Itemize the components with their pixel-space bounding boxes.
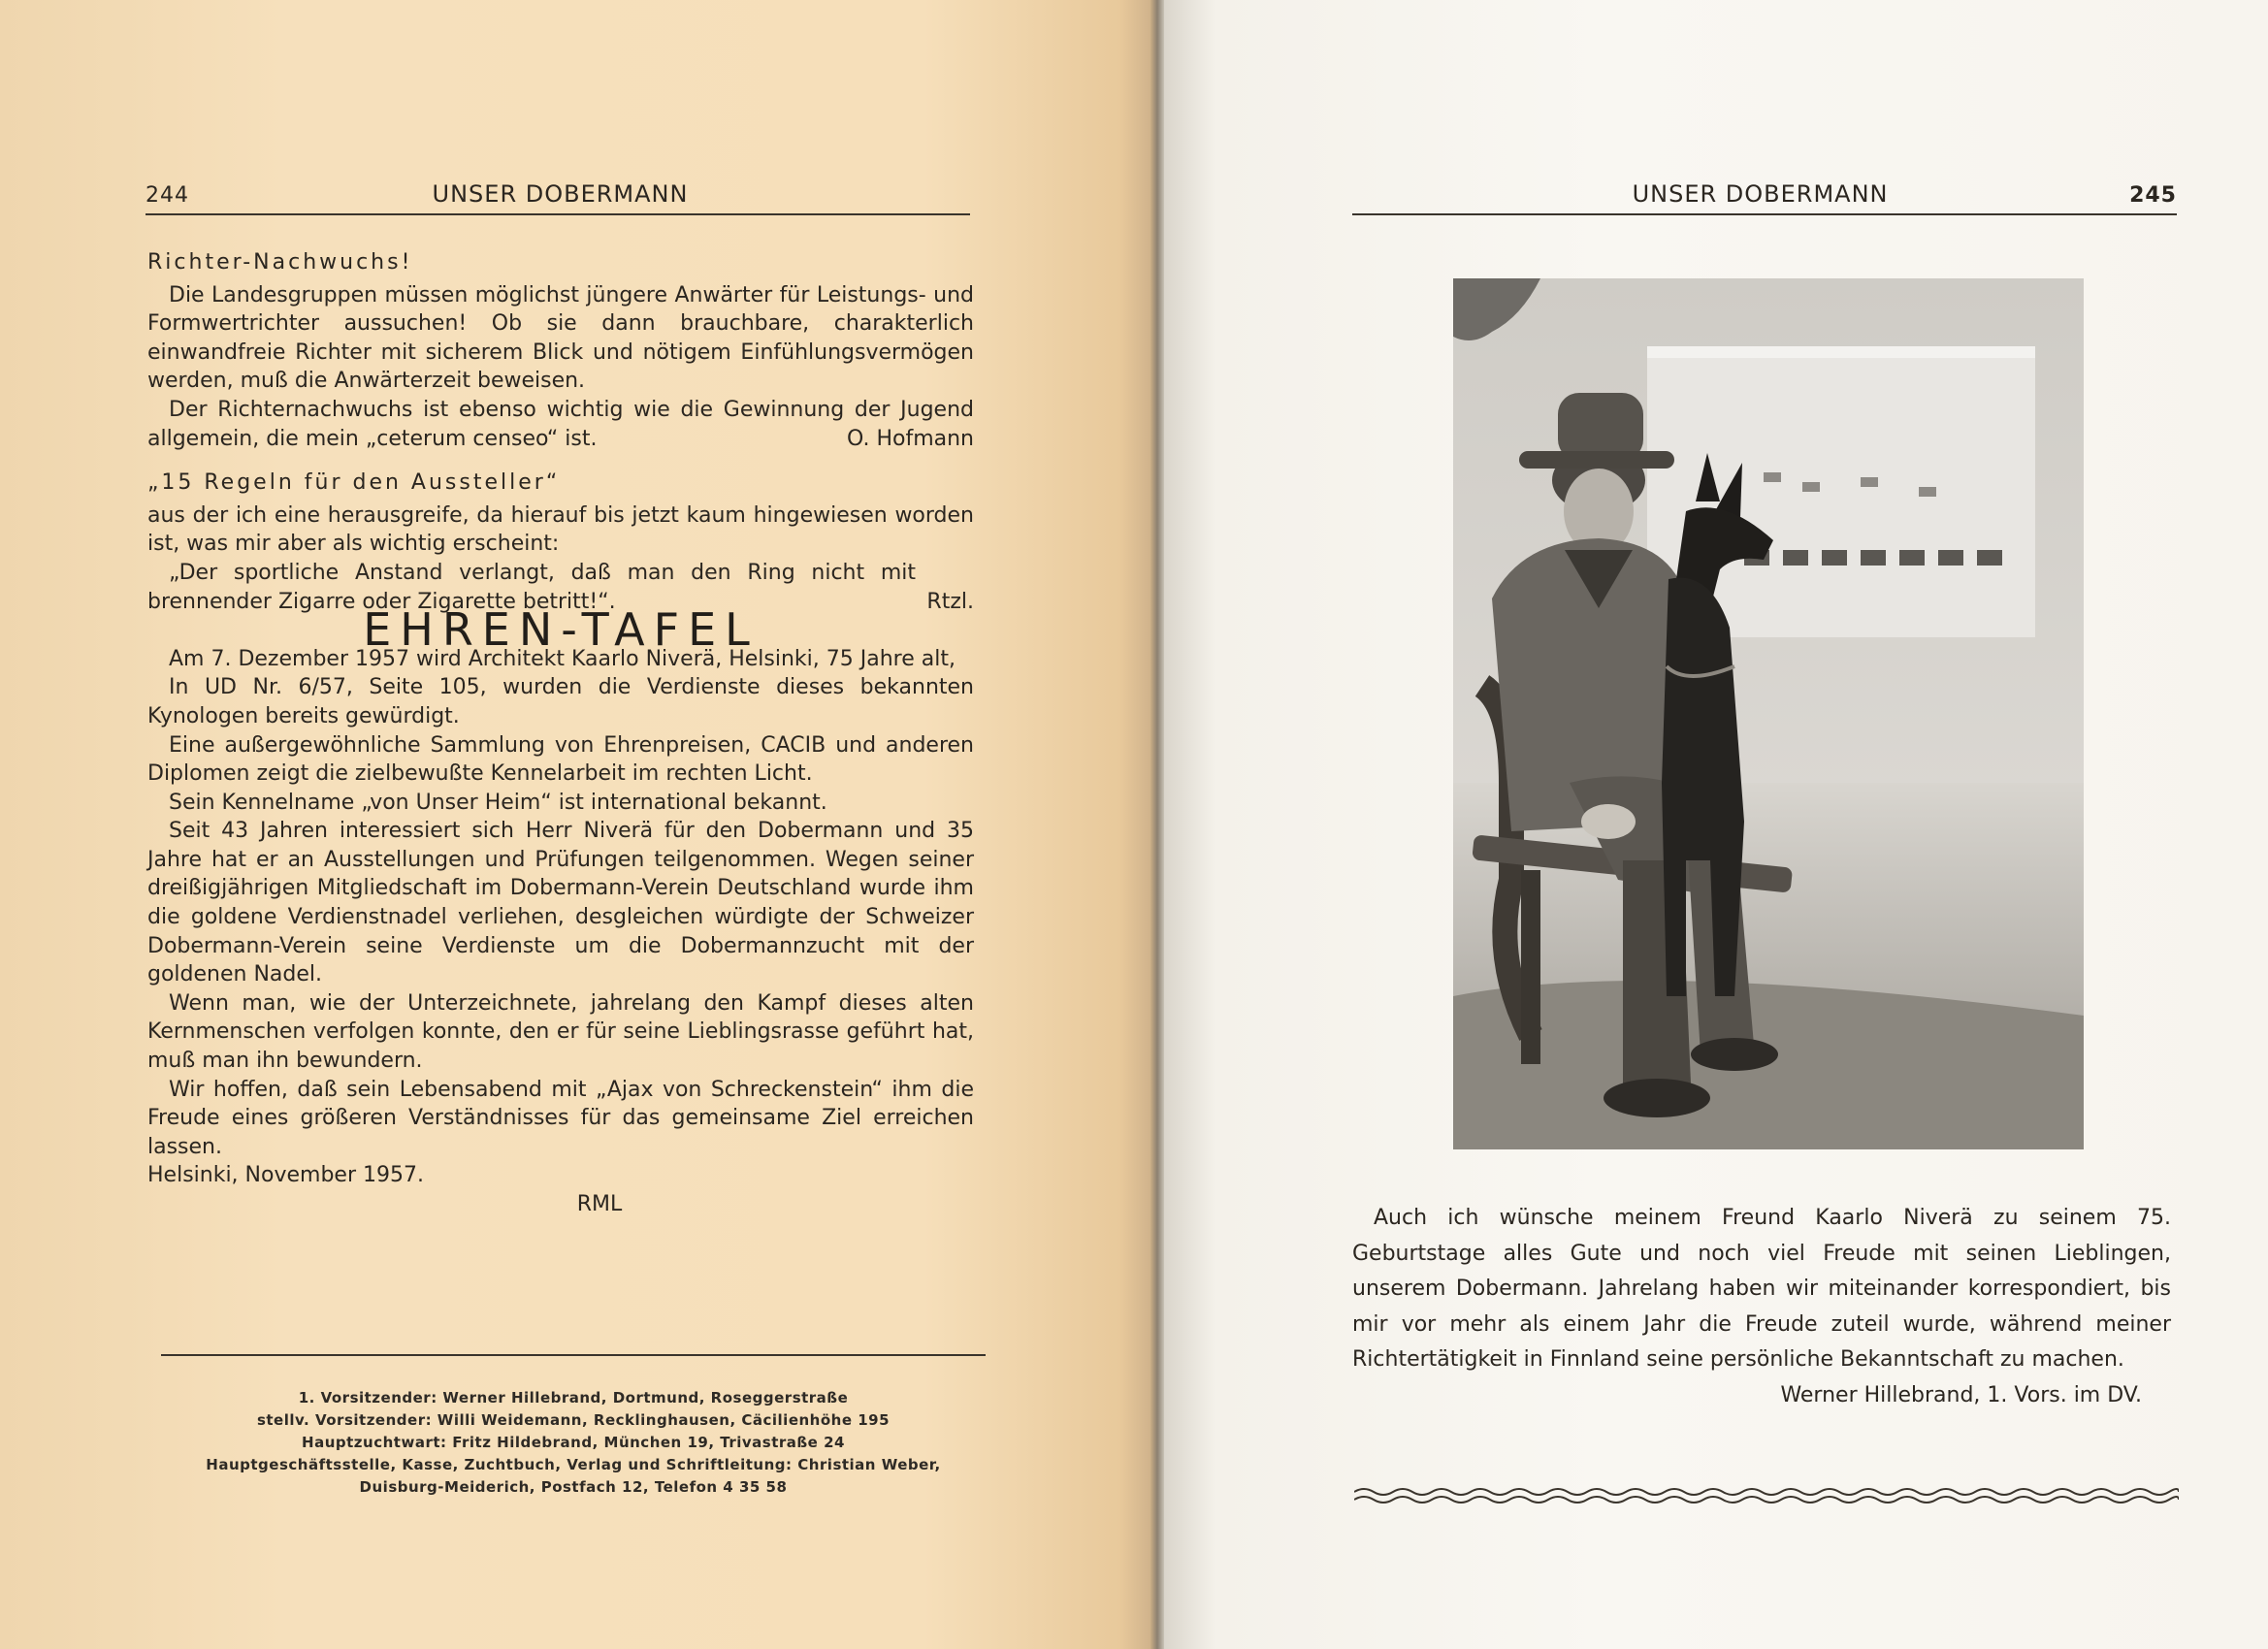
left-text-column xyxy=(147,248,974,1219)
paragraph: Der Richternachwuchs ist ebenso wichtig wie die Gewinnung der Jugend allgemein, die mein „ceterum censeo“ ist. xyxy=(147,397,974,451)
quote-paragraph: „Der sportliche Anstand verlangt, daß man den Ring nicht mit brennender Zigarre oder Zigarette betritt!“. xyxy=(147,560,916,614)
ehren-paragraph: Sein Kennelname „von Unser Heim“ ist international bekannt. xyxy=(169,790,827,815)
footer-line: stellv. Vorsitzender: Willi Weidemann, Recklinghausen, Cäcilienhöhe 195 xyxy=(256,1411,891,1429)
ehren-tafel-title: EHREN-TAFEL xyxy=(363,603,759,657)
footer-line: Duisburg-Meiderich, Postfach 12, Telefon 4 35 58 xyxy=(359,1478,788,1496)
signature-rml: RML xyxy=(576,1192,623,1216)
club-officers-footer xyxy=(161,1387,986,1499)
right-page-number: 245 xyxy=(2129,183,2177,208)
photo-man-with-dobermann xyxy=(1453,278,2084,1149)
footer-line: Hauptgeschäftsstelle, Kasse, Zuchtbuch, Verlag und Schriftleitung: Christian Weber, xyxy=(206,1456,941,1473)
caption-paragraph: Auch ich wünsche meinem Freund Kaarlo Niverä zu seinem 75. Geburtstage alles Gute und noch viel Freude mit seinen Lieblingen, unserem Dobermann. Jahrelang haben wir miteinander korrespondiert, bis mir vor mehr als einem Jahr die Freude zuteil wurde, während meiner Richtertätigkeit in Finnland seine persönliche Bekanntschaft zu machen. xyxy=(1352,1206,2171,1372)
footer-divider xyxy=(161,1354,986,1356)
book-gutter xyxy=(1150,0,1164,1649)
footer-line: Hauptzuchtwart: Fritz Hildebrand, München 19, Trivastraße 24 xyxy=(302,1434,845,1451)
signature-hofmann: O. Hofmann xyxy=(847,426,974,451)
paragraph: Die Landesgruppen müssen möglichst jüngere Anwärter für Leistungs- und Formwertrichter aussuchen! Ob sie dann brauchbare, charakterlich einwandfreie Richter mit sicherem Blick und nötigem Einfühlungsvermögen werden, muß die Anwärterzeit beweisen. xyxy=(147,282,974,394)
left-page-number: 244 xyxy=(146,183,189,208)
ehren-paragraph: Am 7. Dezember 1957 wird Architekt Kaarlo Niverä, Helsinki, 75 Jahre alt, xyxy=(169,646,956,671)
signature-hillebrand: Werner Hillebrand, 1. Vors. im DV. xyxy=(1780,1382,2142,1407)
photo-illustration xyxy=(1453,278,2084,1149)
left-running-title: UNSER DOBERMANN xyxy=(432,180,689,208)
place-date: Helsinki, November 1957. xyxy=(147,1163,424,1188)
paragraph: aus der ich eine herausgreife, da hierauf bis jetzt kaum hingewiesen worden ist, was mir aber als wichtig erscheint: xyxy=(147,502,974,557)
signature-rtzl: Rtzl. xyxy=(926,589,974,614)
ehren-paragraph: Eine außergewöhnliche Sammlung von Ehrenpreisen, CACIB und anderen Diplomen zeigt die zielbewußte Kennelarbeit im rechten Licht. xyxy=(147,732,974,787)
section-heading-richter: Richter-Nachwuchs! xyxy=(147,250,413,275)
ehren-paragraph: Wir hoffen, daß sein Lebensabend mit „Ajax von Schreckenstein“ ihm die Freude eines größeren Verständnisses für das gemeinsame Ziel erreichen lassen. xyxy=(147,1077,974,1159)
ehren-paragraph: Seit 43 Jahren interessiert sich Herr Niverä für den Dobermann und 35 Jahre hat er an Ausstellungen und Prüfungen teilgenommen. Wegen seiner dreißigjährigen Mitgliedschaft im Dobermann-Verein Deutschland wurde ihm die goldene Verdienstnadel verliehen, desgleichen würdigte der Schweizer Dobermann-Verein seine Verdienste um die Dobermannzucht mit der goldenen Nadel. xyxy=(147,819,974,987)
wavy-divider xyxy=(1354,1484,2179,1507)
section-heading-regeln: „15 Regeln für den Aussteller“ xyxy=(147,470,561,496)
right-running-title: UNSER DOBERMANN xyxy=(1632,180,1889,208)
photo-caption xyxy=(1352,1201,2171,1413)
right-running-head xyxy=(1352,180,2177,215)
footer-line: 1. Vorsitzender: Werner Hillebrand, Dortmund, Roseggerstraße xyxy=(298,1389,849,1406)
ehren-paragraph: Wenn man, wie der Unterzeichnete, jahrelang den Kampf dieses alten Kernmenschen verfolgen konnte, den er für seine Lieblingsrasse geführt hat, muß man ihn bewundern. xyxy=(147,990,974,1074)
left-running-head xyxy=(146,180,970,215)
ehren-paragraph: In UD Nr. 6/57, Seite 105, wurden die Verdienste dieses bekannten Kynologen bereits gewürdigt. xyxy=(147,675,974,728)
